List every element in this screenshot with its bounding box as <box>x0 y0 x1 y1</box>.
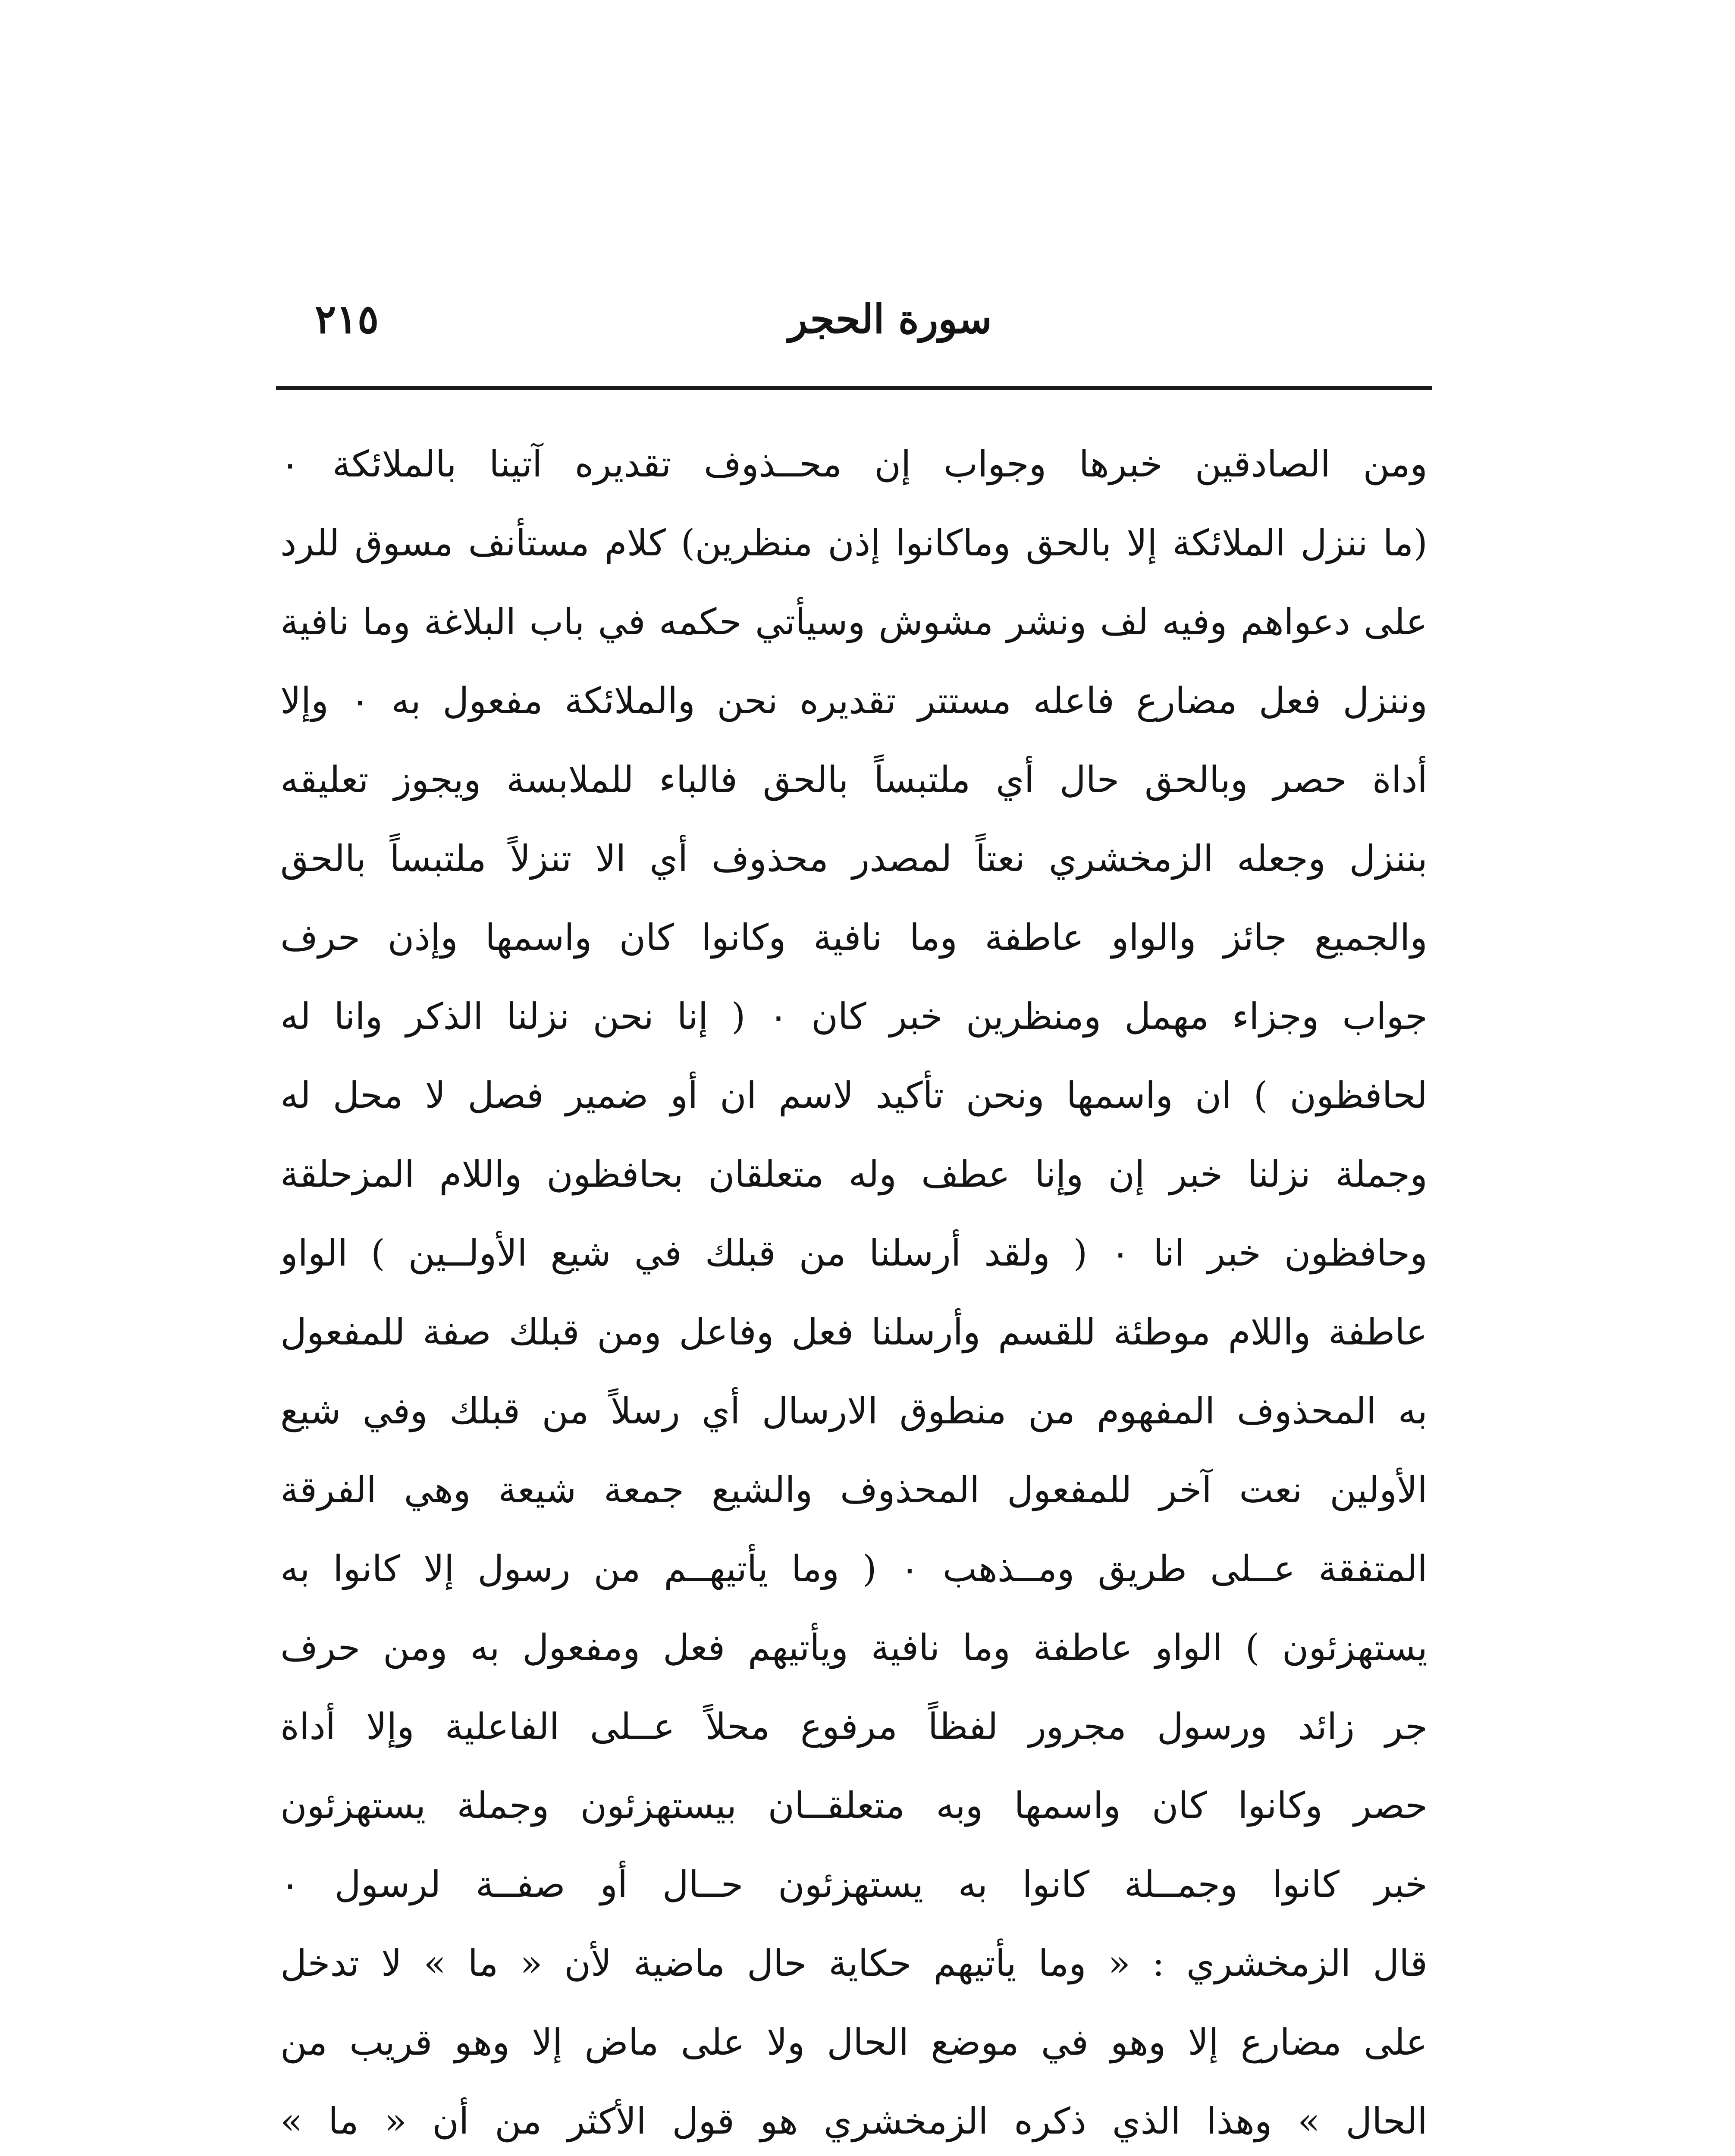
text-line: وجملة نزلنا خبر إن وإنا عطف وله متعلقان بحافظون واللام المزحلقة <box>280 1153 1428 1195</box>
text-line: به المحذوف المفهوم من منطوق الارسال أي رسلاً من قبلك وفي شيع <box>280 1390 1428 1432</box>
text-line: جواب وجزاء مهمل ومنظرين خبر كان ٠ ( إنا نحن نزلنا الذكر وانا له <box>280 995 1428 1037</box>
text-line: أداة حصر وبالحق حال أي ملتبساً بالحق فالباء للملابسة ويجوز تعليقه <box>280 758 1428 801</box>
header-rule <box>276 386 1432 390</box>
text-line: جر زائد ورسول مجرور لفظاً مرفوع محلاً عــلى الفاعلية وإلا أداة <box>280 1705 1428 1748</box>
text-line: عاطفة واللام موطئة للقسم وأرسلنا فعل وفاعل ومن قبلك صفة للمفعول <box>280 1311 1428 1353</box>
body-text <box>280 425 1428 2156</box>
text-line: على دعواهم وفيه لف ونشر مشوش وسيأتي حكمه في باب البلاغة وما نافية <box>280 601 1428 643</box>
text-line: الحال » وهذا الذي ذكره الزمخشري هو قول الأكثر من أن « ما » <box>280 2100 1428 2142</box>
running-header <box>276 285 1432 354</box>
text-line: قال الزمخشري : « وما يأتيهم حكاية حال ماضية لأن « ما » لا تدخل <box>280 1942 1428 1984</box>
text-line: المتفقة عــلى طريق ومــذهب ٠ ( وما يأتيهــم من رسول إلا كانوا به <box>280 1548 1428 1590</box>
text-line: حصر وكانوا كان واسمها وبه متعلقــان بيستهزئون وجملة يستهزئون <box>280 1784 1428 1827</box>
text-line: يستهزئون ) الواو عاطفة وما نافية ويأتيهم فعل ومفعول به ومن حرف <box>280 1626 1428 1669</box>
surah-title: سورة الحجر <box>788 296 992 342</box>
text-line: على مضارع إلا وهو في موضع الحال ولا على ماض إلا وهو قريب من <box>280 2021 1428 2063</box>
text-line: والجميع جائز والواو عاطفة وما نافية وكانوا كان واسمها وإذن حرف <box>280 916 1428 959</box>
text-line: الأولين نعت آخر للمفعول المحذوف والشيع جمعة شيعة وهي الفرقة <box>280 1469 1428 1511</box>
text-line: لحافظون ) ان واسمها ونحن تأكيد لاسم ان أو ضمير فصل لا محل له <box>280 1074 1428 1116</box>
text-line: ومن الصادقين خبرها وجواب إن محــذوف تقديره آتينا بالملائكة ٠ <box>280 443 1428 485</box>
text-line: (ما ننزل الملائكة إلا بالحق وماكانوا إذن منظرين) كلام مستأنف مسوق للرد <box>280 522 1428 564</box>
text-line: خبر كانوا وجمــلة كانوا به يستهزئون حــال أو صفــة لرسول ٠ <box>280 1863 1428 1905</box>
text-line: وننزل فعل مضارع فاعله مستتر تقديره نحن والملائكة مفعول به ٠ وإلا <box>280 680 1428 722</box>
page-number: ٢١٥ <box>315 296 379 342</box>
text-line: بننزل وجعله الزمخشري نعتاً لمصدر محذوف أي الا تنزلاً ملتبساً بالحق <box>280 837 1428 880</box>
text-line: وحافظون خبر انا ٠ ( ولقد أرسلنا من قبلك في شيع الأولــين ) الواو <box>280 1232 1428 1274</box>
